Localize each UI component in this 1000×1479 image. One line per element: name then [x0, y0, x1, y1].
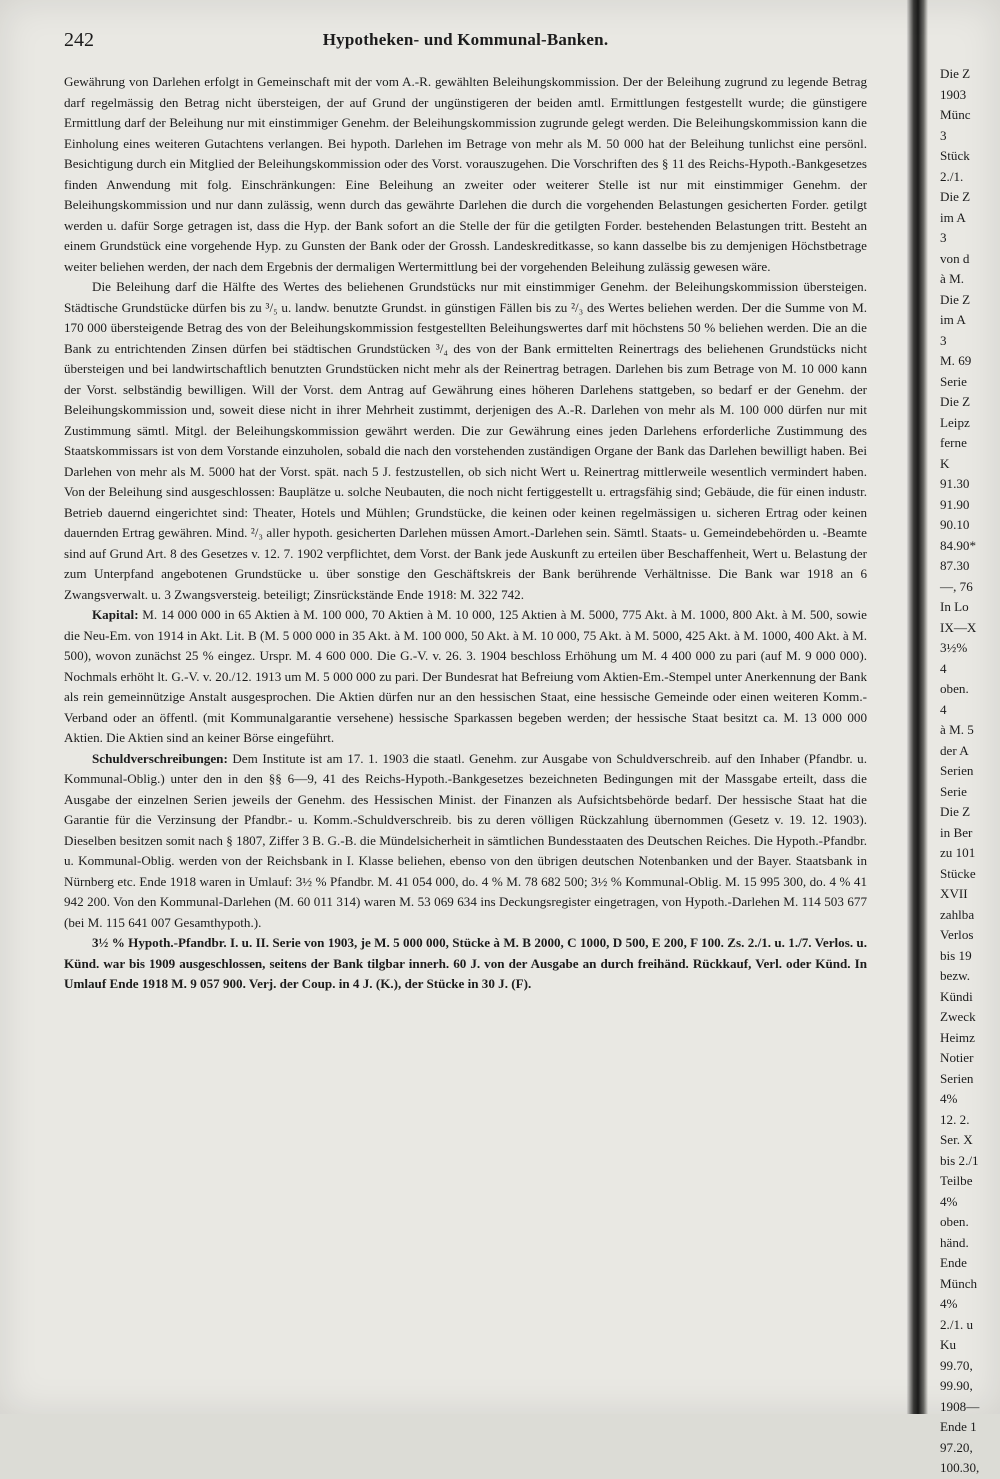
facing-page-line: Heimz — [940, 1029, 975, 1045]
paragraph-lead: Kapital: — [92, 607, 139, 622]
facing-page-line: 4 — [940, 701, 947, 717]
facing-page-line: Serien — [940, 1070, 974, 1086]
facing-page-line: Münc — [940, 107, 971, 122]
facing-page-line: 87.30 — [940, 558, 970, 573]
paragraph-pfandbriefe — [64, 933, 867, 995]
facing-page-line: Teilbe — [940, 1173, 973, 1188]
facing-page-line: Die Z — [940, 66, 971, 81]
facing-page-line: Serie — [940, 783, 967, 799]
facing-page-line: 4% — [940, 1296, 958, 1311]
facing-page-line: bis 19 — [940, 947, 972, 963]
facing-page-line: händ. — [940, 1234, 969, 1250]
book-gutter — [906, 0, 928, 1414]
facing-page-line: 3 — [940, 332, 947, 348]
facing-page-line: 100.30, — [940, 1460, 980, 1475]
paragraph-text: Gewährung von Darlehen erfolgt in Gemeinschaft mit der vom A.-R. gewählten Beleihungskommission. Der der Beleihung zugrund zu legende Betrag darf regelmässig den Betrag nicht übersteigen, der auf Grund der ungünstigeren der beiden amtl. Ermittlungen festgestellt wurde; die günstigere Ermittlung darf der Beleihung nur mit einstimmiger Genehm. der Beleihungskommission zugrunde gelegt werden. Die Beleihungskommission kann die Einholung eines weiteren Gutachtens verlangen. Bei hypoth. Darlehen im Betrage von mehr als M. 50 000 hat der Beleihung tunlichst eine persönl. Besichtigung durch ein Mitglied der Beleihungskommission oder des Vorst. vorauszugehen. Die Vorschriften des § 11 des Reichs-Hypoth.-Bankgesetzes finden Anwendung mit folg. Einschränkungen: Eine Beleihung an zweiter oder weiterer Stelle ist nur mit einstimmiger Genehm. der Beleihungskommission und nur dann zulässig, wenn durch das gewährte Darlehen die durch die vorgehenden Belastungen gesicherten Forder. getilgt werden u. dafür Sorge getragen ist, dass die Hyp. der Bank sofort an die Stelle der für die getilgten Forder. bestehenden Belastungen tritt. Besteht an einem Grundstück eine vorgehende Hyp. zu Gunsten der Bank oder der Grossh. Landeskreditkasse, so kann dasselbe bis zu demjenigen Höchstbetrage weiter beliehen werden, der nach dem Ergebnis der dermaligen Wertermittlung bei der vorgehenden Beleihung zulässig gewesen wäre. — [64, 74, 867, 274]
paragraph-text: 3½ % Hypoth.-Pfandbr. I. u. II. Serie von 1903, je M. 5 000 000, Stücke à M. B 2000, C 1000, D 500, E 200, F 100. Zs. 2./1. u. 1./7. Verlos. u. Künd. war bis 1909 ausgeschlossen, seitens der Bank tilgbar innerh. 60 J. von der Ausgabe an durch freihänd. Rückkauf, Verl. oder Künd. In Umlauf Ende 1918 M. 9 057 900. Verj. der Coup. in 4 J. (K.), der Stücke in 30 J. (F). — [64, 935, 867, 991]
facing-page-line: im A — [940, 312, 966, 327]
facing-page-line: 12. 2. — [940, 1111, 970, 1127]
facing-page-line: bezw. — [940, 968, 971, 983]
facing-page-line: Die Z — [940, 394, 971, 409]
facing-page-line: 99.70, — [940, 1357, 973, 1373]
facing-page-line: 99.90, — [940, 1378, 973, 1393]
facing-page-line: 3 — [940, 127, 947, 143]
facing-page-line: der A — [940, 742, 969, 758]
facing-page-fragment — [940, 64, 1000, 1479]
facing-page-line: 97.20, — [940, 1439, 973, 1455]
paragraph-lead: Schuldverschreibungen: — [92, 750, 228, 766]
facing-page-line: Ende — [940, 1255, 967, 1270]
facing-page-line: Ser. X — [940, 1132, 973, 1147]
facing-page-line: 3½% — [940, 640, 968, 655]
running-head: Hypotheken- und Kommunal-Banken. — [322, 30, 609, 49]
facing-page-line: Verlos — [940, 927, 974, 942]
facing-page-line: à M. 5 — [940, 722, 974, 737]
facing-page-line: 84.90* — [940, 537, 977, 553]
facing-page-line: im A — [940, 209, 966, 225]
facing-page-line: zahlba — [940, 906, 975, 922]
facing-page-line: —, 76 — [940, 578, 973, 594]
facing-page-line: Die Z — [940, 189, 971, 204]
facing-page-line: in Ber — [940, 824, 973, 840]
facing-page-line: 4 — [940, 660, 947, 676]
facing-page-line: 4% — [940, 1091, 958, 1106]
facing-page-line: 4% — [940, 1193, 958, 1209]
facing-page-line: XVII — [940, 886, 968, 901]
facing-page-line: Serien — [940, 763, 974, 778]
facing-page-line: Stücke — [940, 865, 976, 881]
facing-page-line: 91.90 — [940, 496, 970, 512]
paragraph-beleihung — [64, 277, 867, 605]
facing-page-line: K — [940, 455, 950, 471]
facing-page-line: Ku — [940, 1337, 957, 1352]
paragraph-text: M. 14 000 000 in 65 Aktien à M. 100 000, 70 Aktien à M. 10 000, 125 Aktien à M. 5000, 775 Akt. à M. 1000, 800 Akt. à M. 500, sowie die Neu-Em. von 1914 in Akt. Lit. B (M. 5 000 000 in 35 Akt. à M. 100 000, 50 Akt. à M. 10 000, 75 Akt. à M. 5000, 425 Akt. à M. 1000, 400 Akt. à M. 500), wovon zunächst 25 % eingez. Urspr. M. 4 600 000. Die G.-V. v. 26. 3. 1904 beschloss Erhöhung um M. 4 400 000 zu pari (auf M. 9 000 000). Nochmals erhöht lt. G.-V. v. 20./12. 1913 um M. 5 000 000 zu pari. Der Bundesrat hat Befreiung vom Aktien-Em.-Stempel unter Anerkennung der Bank als rein gemeinnützige Anstalt ausgesprochen. Die Aktien dürfen nur an den hessischen Staat, eine hessische Gemeinde oder einen weiteren Komm.-Verband oder an öffentl. (mit Kommunalgarantie versehene) hessische Sparkassen begeben werden; der hessische Staat besitzt ca. M. 13 000 000 Aktien. Die Aktien sind an keiner Börse eingeführt. — [64, 607, 867, 745]
facing-page-line: 2./1. — [940, 168, 964, 184]
paragraph-text: Dem Institute ist am 17. 1. 1903 die staatl. Genehm. zur Ausgabe von Schuldverschreib. auf den Inhaber (Pfandbr. u. Kommunal-Oblig.) unter den in den §§ 6—9, 41 des Reichs-Hypoth.-Bankgesetzes bezeichneten Bedingungen mit der Massgabe erteilt, dass die Ausgabe der einzelnen Serien jeweils der Genehm. des Hessischen Minist. der Finanzen als Aufsichtsbehörde bedarf. Der hessische Staat hat die Garantie für die Verzinsung der Pfandbr.- u. Komm.-Schuldverschreib. bis zu deren völligen Rückzahlung übernommen (Gesetz v. 19. 12. 1903). Dieselben besitzen somit nach § 1807, Ziffer 3 B. G.-B. die Mündelsicherheit in sämtlichen Bundesstaaten des Deutschen Reiches. Die Hypoth.-Pfandbr. u. Kommunal-Oblig. werden von der Reichsbank in I. Klasse beliehen, ebenso von den übrigen deutschen Notenbanken und der Bayer. Staatsbank in Nürnberg etc. Ende 1918 waren in Umlauf: 3½ % Pfandbr. M. 41 054 000, do. 4 % M. 78 682 500; 3½ % Kommunal-Oblig. M. 15 995 300, do. 4 % 41 942 200. Von den Kommunal-Darlehen (M. 60 011 314) waren M. 53 069 634 ins Deckungsregister eingetragen, von Hypoth.-Darlehen M. 114 503 677 (bei M. 115 641 007 Gesamthypoth.). — [64, 750, 867, 930]
page-number: 242 — [64, 29, 94, 51]
facing-page-line: bis 2./1 — [940, 1152, 979, 1168]
facing-page-line: Serie — [940, 373, 967, 389]
body-text — [64, 72, 867, 995]
facing-page-line: von d — [940, 250, 970, 266]
facing-page-line: Leipz — [940, 414, 970, 430]
facing-page-line: Ende 1 — [940, 1419, 977, 1434]
facing-page-line: Münch — [940, 1275, 978, 1291]
facing-page-line: 3 — [940, 230, 947, 245]
facing-page-line: Zweck — [940, 1009, 976, 1024]
paragraph-schuldverschreibungen — [64, 749, 867, 934]
facing-page-line: 1903 — [940, 86, 967, 102]
paragraph-text: Die Beleihung darf die Hälfte des Wertes des beliehenen Grundstücks nur mit einstimmiger Genehm. der Beleihungskommission übersteigen. Städtische Grundstücke dürfen bis zu ³/₅ u. landw. benutzte Grundst. in günstigen Fällen bis zu ²/₃ des Wertes beliehen werden. Der die Summe von M. 170 000 übersteigende Betrag des von der Beleihungskommission festgestellten Beleihungswertes darf mit höchstens 50 % beliehen werden. Die an die Bank zu entrichtenden Zinsen dürfen bei städtischen Grundstücken ³/₄ des von der Bank ermittelten Reinertrags des beliehenen Grundstücks nicht übersteigen und bei landwirtschaftlich benutzten Grundstücken nicht mehr als der Reinertrag betragen. Darlehen bis zum Betrage von M. 10 000 kann der Vorst. selbständig bewilligen. Will der Vorst. dem Antrag auf Gewährung eines höheren Darlehens stattgeben, so bedarf er der Genehm. der Beleihungskommission und, soweit diese nicht in ihrer Mehrheit zustimmt, derjenigen des A.-R. Darlehen von mehr als M. 100 000 dürfen nur mit Zustimmung sämtl. Mitgl. der Beleihungskommission gewährt werden. Die zur Gewährung eines jeden Darlehens erforderliche Zustimmung des Staatskommissars ist von dem Vorstande einzuholen, sobald die nach den vorstehenden zuständigen Organe der Bank das Darlehen bewilligt haben. Bei Darlehen von mehr als M. 5000 hat der Vorst. spät. nach 5 J. festzustellen, ob sich nicht Wert u. Reinertrag mittlerweile wesentlich vermindert haben. Von der Beleihung sind ausgeschlossen: Bauplätze u. solche Neubauten, die noch nicht fertiggestellt u. ertragsfähig sind; Gebäude, die für einen industr. Betrieb dauernd eingerichtet sind: Theater, Hotels und Mühlen; Grundstücke, die keinen oder keinen regelmässigen u. sicheren Ertrag oder keinen dauernden Ertrag gewähren. Mind. ²/₃ aller hypoth. gesicherten Darlehen müssen Amort.-Darlehen sein. Sämtl. Staats- u. Gemeindebehörden u. -Beamte sind auf Grund Art. 8 des Gesetzes v. 12. 7. 1902 verpflichtet, dem Vorst. der Bank jede Auskunft zu erteilen über Beschaffenheit, Wert u. Belastung der zum Unterpfand angebotenen Grundstücke u. über sonstige den Geschäftskreis der Bank berührende Verhältnisse. Die Bank war 1918 an 6 Zwangsverwalt. u. 3 Zwangsversteig. beteiligt; Zinsrückstände Ende 1918: M. 322 742. — [64, 279, 867, 602]
facing-page-line: oben. — [940, 681, 969, 696]
page-header — [64, 22, 867, 58]
facing-page-line: IX—X — [940, 619, 977, 635]
facing-page-line: oben. — [940, 1214, 969, 1229]
facing-page-line: 91.30 — [940, 476, 970, 491]
paragraph-kapital — [64, 605, 867, 749]
paragraph-gewaehrung — [64, 72, 867, 277]
facing-page-line: Kündi — [940, 988, 973, 1004]
facing-page-line: zu 101 — [940, 845, 976, 860]
facing-page-line: In Lo — [940, 599, 969, 614]
facing-page-line: M. 69 — [940, 353, 972, 368]
facing-page-line: ferne — [940, 435, 967, 450]
facing-page-line: à M. — [940, 271, 965, 286]
facing-page-line: 1908— — [940, 1398, 980, 1414]
main-column — [64, 22, 867, 995]
facing-page-line: Stück — [940, 148, 970, 163]
facing-page-line: 90.10 — [940, 517, 970, 532]
facing-page-line: 2./1. u — [940, 1316, 974, 1332]
facing-page-line: Die Z — [940, 804, 971, 819]
facing-page-line: Die Z — [940, 291, 971, 307]
facing-page-line: Notier — [940, 1050, 974, 1065]
